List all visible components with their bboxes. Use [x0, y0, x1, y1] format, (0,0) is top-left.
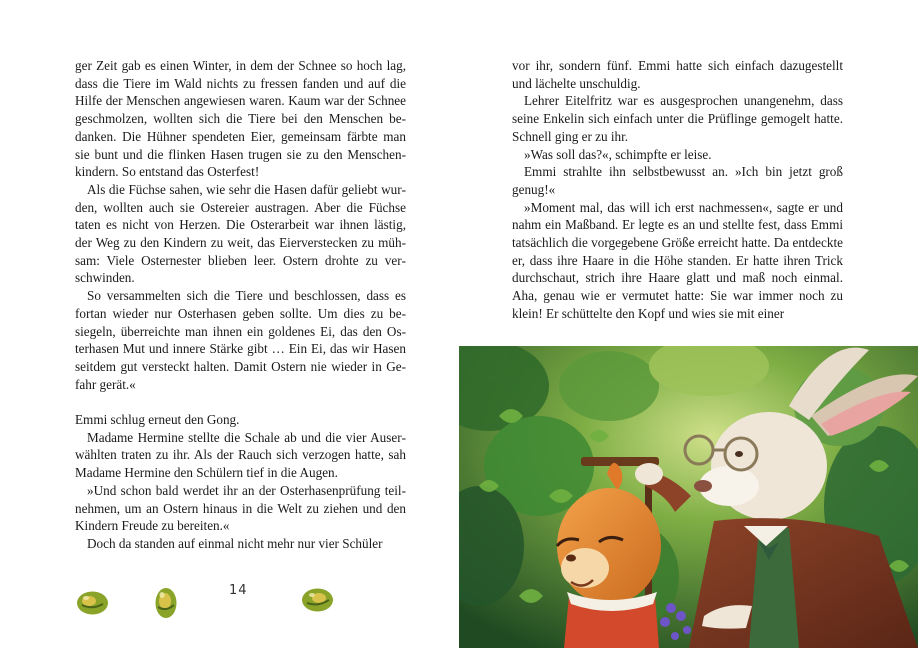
page-number: 14	[229, 583, 248, 598]
left-text-column	[75, 57, 406, 553]
egg-icon	[301, 587, 334, 613]
paragraph: Als die Füchse sahen, wie sehr die Hasen dafür geliebt wurden, wollten auch sie Ostereier austragen. Aber die Füchse taten es nicht von Herzen. Die Osterarbeit war ihnen lästig, der Weg zu den Kindern zu weit, das Eierverstecken zu mühsam: Viele Osternester blieben leer. Ostern drohte zu verschwinden.	[75, 181, 406, 286]
paragraph: »Was soll das?«, schimpfte er leise.	[524, 146, 712, 162]
paragraph: Doch da standen auf einmal nicht mehr nur vier Schüler	[87, 535, 383, 551]
paragraph: Madame Hermine stellte die Schale ab und die vier Auserwählten traten zu ihr. Als der Rauch sich verzogen hatte, sah Madame Hermine den Schülern tief in die Augen.	[75, 429, 406, 481]
right-text-column	[512, 57, 843, 323]
egg-icon	[76, 590, 109, 616]
paragraph: Emmi strahlte ihn selbstbewusst an. »Ich bin jetzt groß genug!«	[512, 164, 843, 197]
paragraph: »Und schon bald werdet ihr an der Osterhasenprüfung teilnehmen, um an Ostern hinaus in die Welt zu ziehen und den Kindern Freude zu bereiten.«	[75, 482, 406, 534]
paragraph: So versammelten sich die Tiere und beschlossen, dass es fortan wieder nur Osterhasen geben sollte. Um dies zu besiegeln, überreichte man ihnen ein goldenes Ei, das den Osterhasen Mut und innere Stärke gibt … Ein Ei, das wir Hasen seitdem gut versteckt halten. Damit Ostern nie wieder in Gefahr gerät.«	[75, 288, 406, 392]
paragraph: ger Zeit gab es einen Winter, in dem der Schnee so hoch lag, dass die Tiere im Wald nichts zu fressen fanden und auf die Hilfe der Menschen angewiesen waren. Kaum war der Schnee geschmolzen, wollten sich die Tiere bei den Menschen bedanken. Die Hühner spendeten Eier, gemeinsam färbte man sie bunt und die flinken Hasen trugen sie zu den Menschenkindern. So entstand das Osterfest!	[75, 58, 406, 180]
egg-icon	[154, 587, 178, 619]
story-illustration	[459, 346, 918, 648]
paragraph: Emmi schlug erneut den Gong.	[75, 412, 240, 428]
paragraph: Lehrer Eitelfritz war es ausgesprochen unangenehm, dass seine Enkelin sich einfach unter die Prüflinge gemogelt hatte. Schnell ging er zu ihr.	[512, 93, 843, 144]
paragraph: »Moment mal, das will ich erst nachmessen«, sagte er und nahm ein Maßband. Er legte es an und stellte fest, dass Emmi tatsächlich die vorgegebene Größe erreicht hatte. Da entdeckte er, dass ihre Haare in die Höhe standen. Er hatte ihren Trick durchschaut, strich ihre Haare glatt und maß noch einmal. Aha, genau wie er vermutet hatte: Sie war immer noch zu klein! Er schüttelte den Kopf und wies sie mit einer	[512, 199, 843, 321]
paragraph: vor ihr, sondern fünf. Emmi hatte sich einfach dazugestellt und lächelte unschuldig.	[512, 58, 843, 91]
